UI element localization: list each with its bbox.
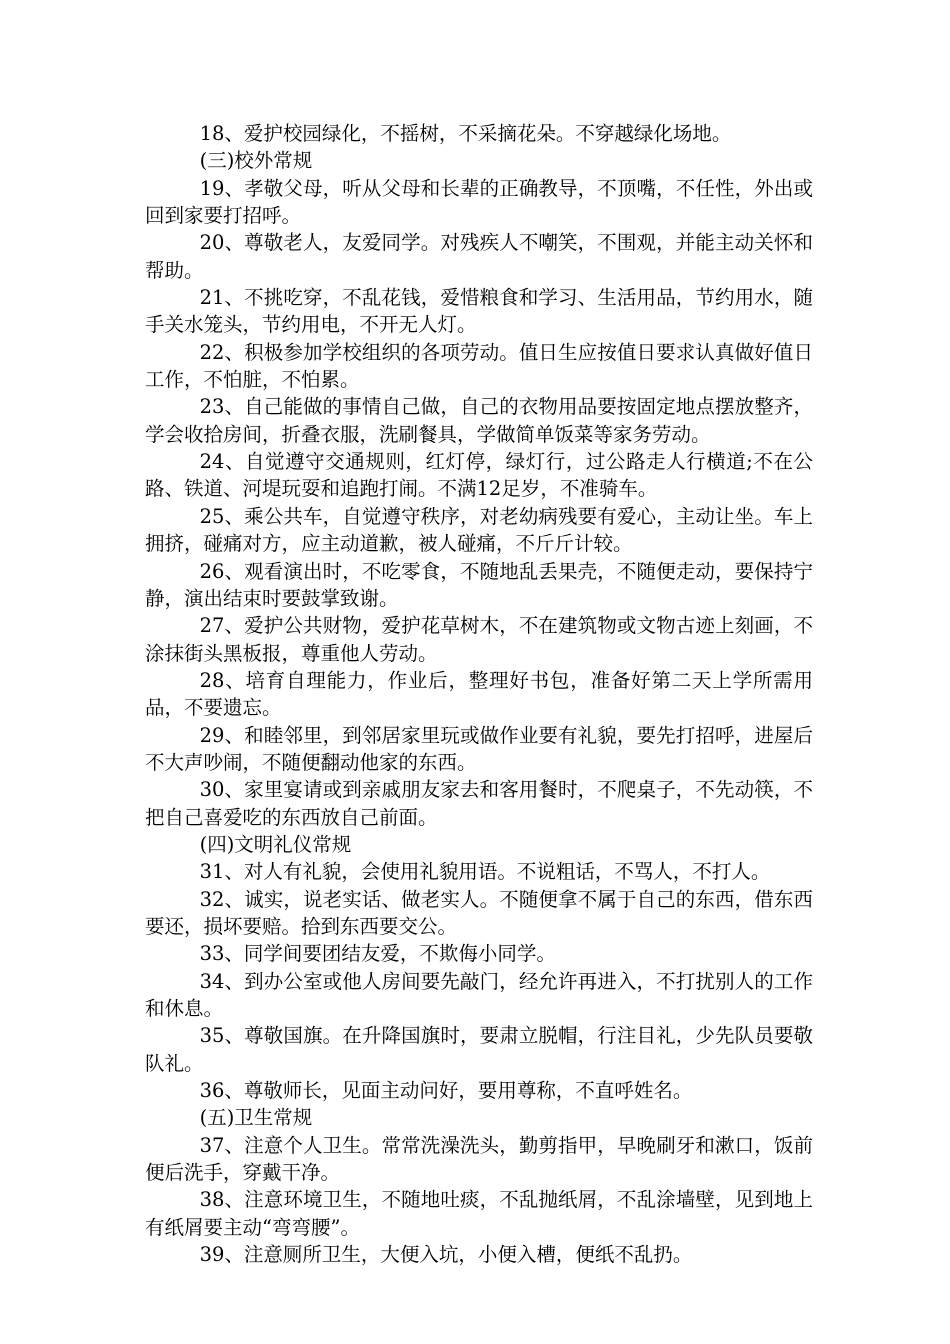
rule-30: 30、家里宴请或到亲戚朋友家去和客用餐时，不爬桌子，不先动筷，不把自己喜爱吃的东西放自己前面。 [145,778,813,829]
rule-36: 36、尊敬师长，见面主动问好，要用尊称，不直呼姓名。 [199,1079,693,1103]
rule-18: 18、爱护校园绿化，不摇树，不采摘花朵。不穿越绿化场地。 [199,122,732,145]
rule-23: 23、自己能做的事情自己做，自己的衣物用品要按固定地点摆放整齐，学会收拾房间，折叠衣服，洗刷餐具，学做简单饭菜等家务劳动。 [145,395,813,446]
rule-25: 25、乘公共车，自觉遵守秩序，对老幼病残要有爱心，主动让坐。车上拥挤，碰痛对方，应主动道歉，被人碰痛，不斤斤计较。 [145,504,813,556]
rule-21: 21、不挑吃穿，不乱花钱，爱惜粮食和学习、生活用品，节约用水，随手关水笼头，节约用电，不开无人灯。 [145,286,813,337]
section-heading-hygiene: (五)卫生常规 [199,1106,313,1130]
rule-39: 39、注意厕所卫生，大便入坑，小便入槽，便纸不乱扔。 [199,1243,693,1267]
rule-27: 27、爱护公共财物，爱护花草树木，不在建筑物或文物古迹上刻画，不涂抹街头黑板报，尊重他人劳动。 [145,614,813,665]
rule-28: 28、培育自理能力，作业后，整理好书包，准备好第二天上学所需用品，不要遗忘。 [145,668,813,720]
rule-34: 34、到办公室或他人房间要先敲门，经允许再进入，不打扰别人的工作和休息。 [145,969,813,1020]
rule-24: 24、自觉遵守交通规则，红灯停，绿灯行，过公路走人行横道;不在公路、铁道、河堤玩耍和追跑打闹。不满12足岁，不准骑车。 [145,450,813,501]
rule-37: 37、注意个人卫生。常常洗澡洗头，勤剪指甲，早晚刷牙和漱口，饭前便后洗手，穿戴干净。 [145,1133,813,1185]
rule-26: 26、观看演出时，不吃零食，不随地乱丢果壳，不随便走动，要保持宁静，演出结束时要鼓掌致谢。 [145,559,813,610]
rule-20: 20、尊敬老人，友爱同学。对残疾人不嘲笑，不围观，并能主动关怀和帮助。 [145,231,813,282]
rule-32: 32、诚实，说老实话、做老实人。不随便拿不属于自己的东西，借东西要还，损坏要赔。拾到东西要交公。 [145,887,813,938]
rule-29: 29、和睦邻里，到邻居家里玩或做作业要有礼貌，要先打招呼，进屋后不大声吵闹，不随便翻动他家的东西。 [145,723,813,774]
section-heading-off-campus: (三)校外常规 [199,149,313,173]
document-page [145,120,813,1268]
rule-19: 19、孝敬父母，听从父母和长辈的正确教导，不顶嘴，不任性，外出或回到家要打招呼。 [145,176,813,228]
section-heading-etiquette: (四)文明礼仪常规 [199,832,352,856]
rule-35: 35、尊敬国旗。在升降国旗时，要肃立脱帽，行注目礼，少先队员要敬队礼。 [145,1024,813,1075]
rule-31: 31、对人有礼貌，会使用礼貌用语。不说粗话，不骂人，不打人。 [199,860,771,884]
rule-33: 33、同学间要团结友爱，不欺侮小同学。 [199,942,556,966]
rule-22: 22、积极参加学校组织的各项劳动。值日生应按值日要求认真做好值日工作，不怕脏，不怕累。 [145,340,813,392]
rule-38: 38、注意环境卫生，不随地吐痰，不乱抛纸屑，不乱涂墙壁，见到地上有纸屑要主动“弯弯腰”。 [145,1188,813,1239]
